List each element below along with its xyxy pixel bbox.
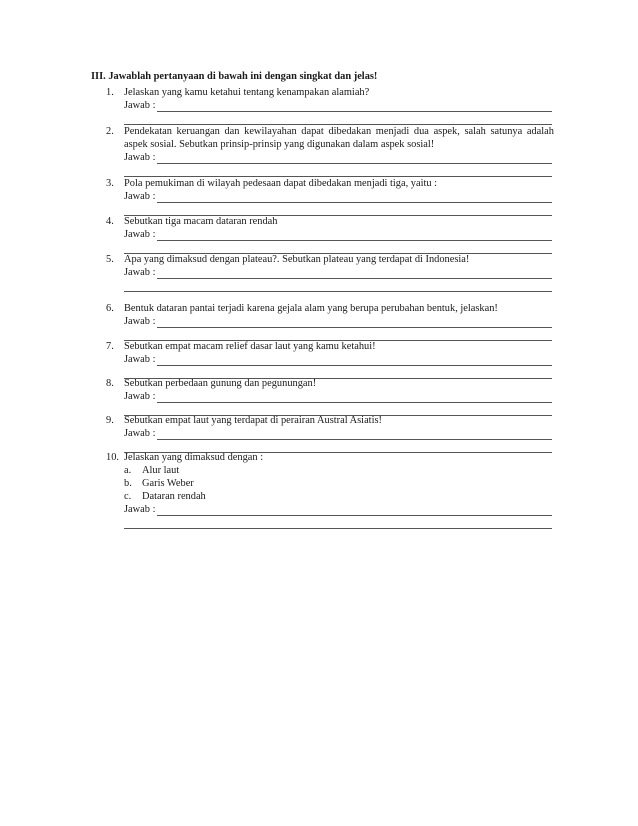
answer-label: Jawab : [124, 267, 156, 278]
answer-line[interactable] [157, 268, 552, 279]
answer-line[interactable] [157, 230, 552, 241]
answer-line[interactable] [157, 505, 552, 516]
answer-row [124, 190, 552, 203]
answer-row [124, 228, 552, 241]
answer-line[interactable] [157, 355, 552, 366]
question-number: 1. [106, 87, 114, 98]
sub-item-letter: a. [124, 465, 132, 476]
question-number: 9. [106, 415, 114, 426]
answer-row [124, 151, 552, 164]
question-text: Sebutkan perbedaan gunung dan pegunungan! [124, 378, 317, 389]
answer-line-extra[interactable] [124, 112, 552, 125]
answer-line-extra[interactable] [124, 279, 552, 292]
answer-row [124, 503, 552, 516]
answer-label: Jawab : [124, 191, 156, 202]
question-number: 8. [106, 378, 114, 389]
sub-item-letter: c. [124, 491, 132, 502]
answer-label: Jawab : [124, 428, 156, 439]
answer-line[interactable] [157, 317, 552, 328]
answer-label: Jawab : [124, 316, 156, 327]
question-number: 6. [106, 303, 114, 314]
answer-row [124, 266, 552, 279]
question-text: Sebutkan empat macam relief dasar laut yang kamu ketahui! [124, 341, 376, 352]
answer-label: Jawab : [124, 152, 156, 163]
sub-item [124, 464, 561, 477]
question-number: 7. [106, 341, 114, 352]
sub-item-text: Alur laut [142, 465, 180, 476]
answer-line-extra[interactable] [124, 164, 552, 177]
question-2 [91, 125, 561, 177]
question-4 [91, 215, 561, 254]
question-number: 4. [106, 216, 114, 227]
question-5 [91, 253, 561, 292]
answer-label: Jawab : [124, 504, 156, 515]
question-9 [91, 414, 561, 453]
question-text: Jelaskan yang dimaksud dengan : [124, 452, 264, 463]
sub-item [124, 490, 561, 503]
answer-line[interactable] [157, 429, 552, 440]
answer-line[interactable] [157, 192, 552, 203]
question-1 [91, 86, 561, 125]
answer-row [124, 315, 552, 328]
question-text: Jelaskan yang kamu ketahui tentang kenampakan alamiah? [124, 87, 370, 98]
answer-row [124, 353, 552, 366]
question-10 [91, 451, 561, 529]
answer-line-extra[interactable] [124, 516, 552, 529]
question-number: 5. [106, 254, 114, 265]
question-7 [91, 340, 561, 379]
question-text: Sebutkan empat laut yang terdapat di perairan Austral Asiatis! [124, 415, 382, 426]
answer-label: Jawab : [124, 391, 156, 402]
sub-item-text: Dataran rendah [142, 491, 206, 502]
answer-label: Jawab : [124, 229, 156, 240]
question-number: 3. [106, 178, 114, 189]
question-8 [91, 377, 561, 416]
question-text: Apa yang dimaksud dengan plateau?. Sebutkan plateau yang terdapat di Indonesia! [124, 254, 470, 265]
answer-row [124, 427, 552, 440]
question-text: Sebutkan tiga macam dataran rendah [124, 216, 278, 227]
question-text: Pola pemukiman di wilayah pedesaan dapat dibedakan menjadi tiga, yaitu : [124, 178, 438, 189]
answer-row [124, 390, 552, 403]
answer-line[interactable] [157, 392, 552, 403]
sub-item-letter: b. [124, 478, 132, 489]
question-text: Pendekatan keruangan dan kewilayahan dapat dibedakan menjadi dua aspek, salah satunya adalah aspek sosial. Sebutkan prinsip-prinsip yang digunakan dalam aspek sosial! [124, 126, 554, 150]
question-6 [91, 302, 561, 341]
answer-label: Jawab : [124, 100, 156, 111]
answer-label: Jawab : [124, 354, 156, 365]
section-heading: III. Jawablah pertanyaan di bawah ini dengan singkat dan jelas! [91, 71, 378, 82]
answer-line[interactable] [157, 101, 552, 112]
question-number: 10. [106, 452, 119, 463]
answer-row [124, 99, 552, 112]
sub-item-text: Garis Weber [142, 478, 194, 489]
sub-item-list [124, 464, 561, 503]
answer-line[interactable] [157, 153, 552, 164]
question-text: Bentuk dataran pantai terjadi karena gejala alam yang berupa perubahan bentuk, jelaskan! [124, 303, 498, 314]
question-number: 2. [106, 126, 114, 137]
sub-item [124, 477, 561, 490]
question-3 [91, 177, 561, 216]
